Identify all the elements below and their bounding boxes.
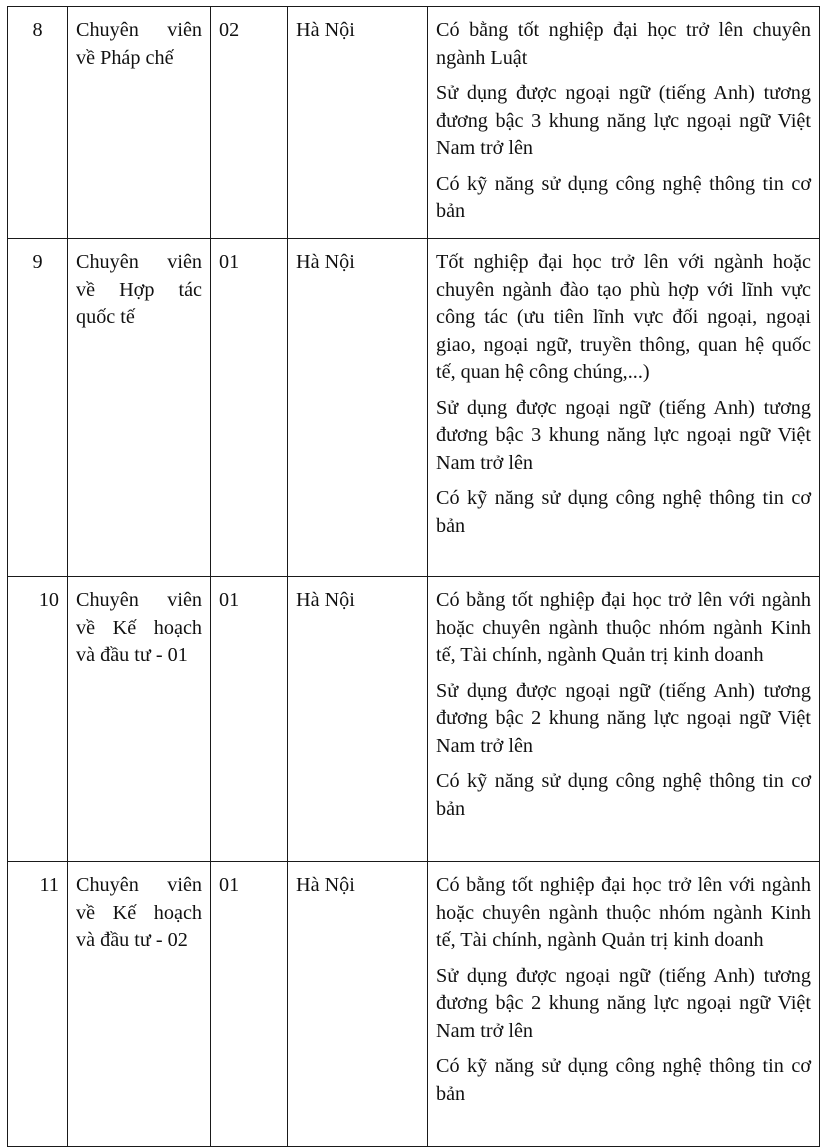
- requirements: [428, 239, 820, 577]
- position-title: [68, 239, 211, 577]
- position-title: [68, 577, 211, 862]
- requirement-item: Có bằng tốt nghiệp đại học trở lên với ngành hoặc chuyên ngành thuộc nhóm ngành Kinh tế, Tài chính, ngành Quản trị kinh doanh: [436, 589, 811, 666]
- position-line: về Hợp tác: [76, 278, 202, 301]
- position-line: Chuyên viên: [76, 874, 202, 896]
- requirements: [428, 7, 820, 239]
- requirement-item: Có kỹ năng sử dụng công nghệ thông tin cơ bản: [436, 1055, 811, 1105]
- quantity: 01: [211, 862, 288, 1147]
- position-line: và đầu tư - 02: [76, 929, 188, 951]
- position-line: Chuyên viên: [76, 19, 202, 41]
- row-number: 11: [8, 862, 68, 1147]
- requirements: [428, 577, 820, 862]
- table-row: [8, 7, 820, 239]
- position-line: về Pháp chế: [76, 46, 174, 69]
- location: Hà Nội: [288, 577, 428, 862]
- requirement-item: Có kỹ năng sử dụng công nghệ thông tin cơ bản: [436, 487, 811, 537]
- location: Hà Nội: [288, 7, 428, 239]
- location: Hà Nội: [288, 239, 428, 577]
- position-line: về Kế hoạch: [76, 901, 202, 924]
- position-line: Chuyên viên: [76, 251, 202, 273]
- table-row: [8, 862, 820, 1147]
- location: Hà Nội: [288, 862, 428, 1147]
- position-line: quốc tế: [76, 306, 135, 328]
- requirement-item: Tốt nghiệp đại học trở lên với ngành hoặc chuyên ngành đào tạo phù hợp với lĩnh vực công tác (ưu tiên lĩnh vực đối ngoại, ngoại giao, ngoại ngữ, truyền thông, quan hệ quốc tế, quan hệ công chúng,...): [436, 251, 811, 383]
- row-number: 9: [8, 239, 68, 577]
- table-row: [8, 239, 820, 577]
- position-line: về Kế hoạch: [76, 616, 202, 639]
- row-number: 10: [8, 577, 68, 862]
- requirement-item: Có bằng tốt nghiệp đại học trở lên với ngành hoặc chuyên ngành thuộc nhóm ngành Kinh tế, Tài chính, ngành Quản trị kinh doanh: [436, 874, 811, 951]
- quantity: 02: [211, 7, 288, 239]
- requirement-item: Có bằng tốt nghiệp đại học trở lên chuyên ngành Luật: [436, 19, 811, 69]
- position-line: và đầu tư - 01: [76, 644, 188, 666]
- recruitment-table: [7, 6, 820, 1147]
- requirement-item: Có kỹ năng sử dụng công nghệ thông tin cơ bản: [436, 172, 811, 222]
- position-title: [68, 7, 211, 239]
- quantity: 01: [211, 239, 288, 577]
- quantity: 01: [211, 577, 288, 862]
- position-title: [68, 862, 211, 1147]
- row-number: 8: [8, 7, 68, 239]
- table-row: [8, 577, 820, 862]
- requirement-item: Sử dụng được ngoại ngữ (tiếng Anh) tương đương bậc 2 khung năng lực ngoại ngữ Việt Nam trở lên: [436, 964, 811, 1042]
- requirement-item: Sử dụng được ngoại ngữ (tiếng Anh) tương đương bậc 3 khung năng lực ngoại ngữ Việt Nam trở lên: [436, 396, 811, 474]
- position-line: Chuyên viên: [76, 589, 202, 611]
- requirement-item: Sử dụng được ngoại ngữ (tiếng Anh) tương đương bậc 3 khung năng lực ngoại ngữ Việt Nam trở lên: [436, 82, 811, 159]
- requirement-item: Có kỹ năng sử dụng công nghệ thông tin cơ bản: [436, 770, 811, 820]
- requirements: [428, 862, 820, 1147]
- requirement-item: Sử dụng được ngoại ngữ (tiếng Anh) tương đương bậc 2 khung năng lực ngoại ngữ Việt Nam trở lên: [436, 679, 811, 757]
